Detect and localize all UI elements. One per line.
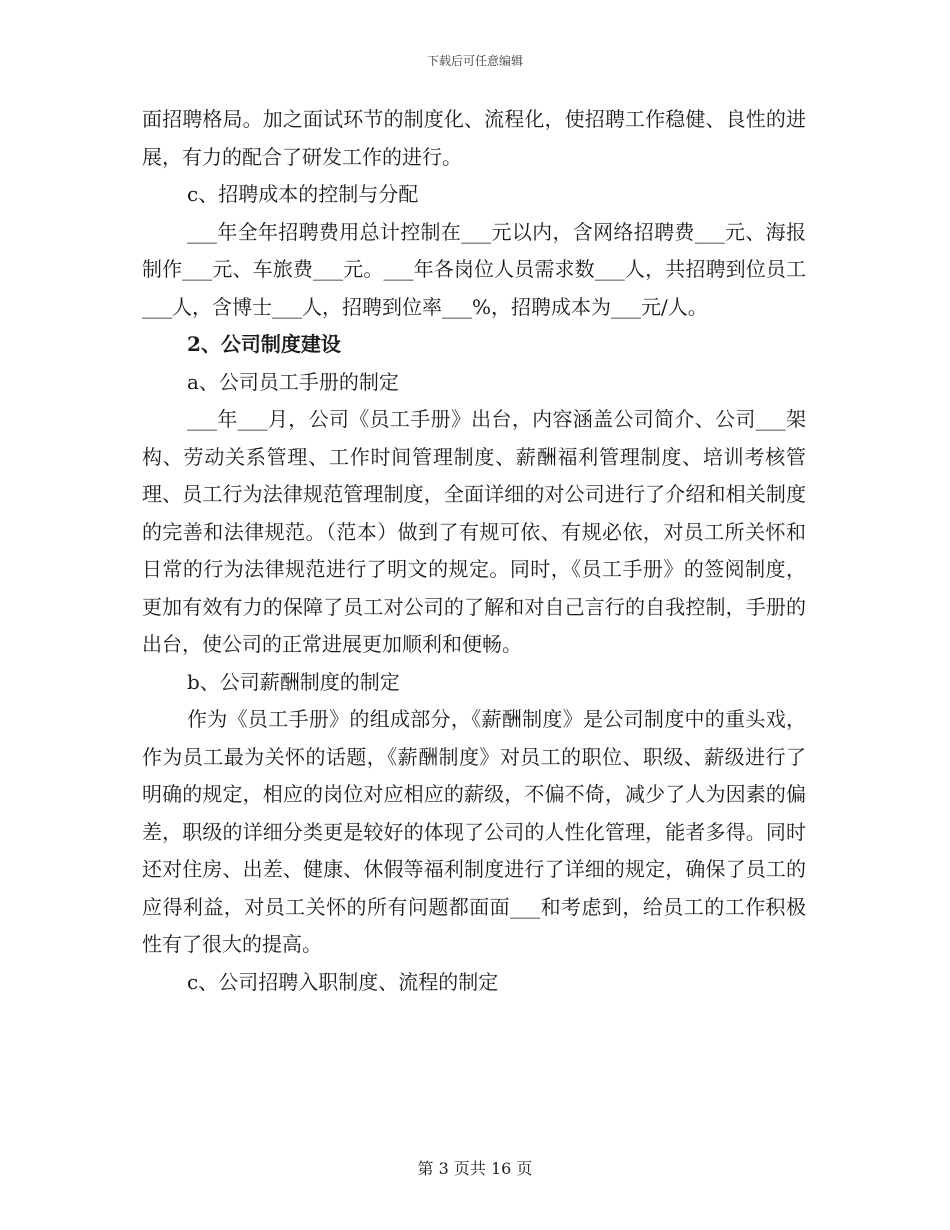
paragraph-continuation: 面招聘格局。加之面试环节的制度化、流程化，使招聘工作稳健、良性的进展，有力的配合了研发工作的进行。 [142,107,806,169]
subheading-recruit-onboarding: c、公司招聘入职制度、流程的制定 [187,969,499,994]
paragraph-employee-handbook: ___年___月，公司《员工手册》出台，内容涵盖公司简介、公司___架构、劳动关系管理、工作时间管理制度、薪酬福利管理制度、培训考核管理、员工行为法律规范管理制度，全面详细的对公司进行了介绍和相关制度的完善和法律规范。（范本）做到了有规可依、有规必依，对员工所关怀和日常的行为法律规范进行了明文的规定。同时，《员工手册》的签阅制度，更加有效有力的保障了员工对公司的了解和对自己言行的自我控制，手册的出台，使公司的正常进展更加顺利和便畅。 [142,407,806,656]
subheading-employee-handbook: a、公司员工手册的制定 [187,369,399,394]
page-header-note: 下载后可任意编辑 [426,54,523,68]
paragraph-recruit-cost: ___年全年招聘费用总计控制在___元以内，含网络招聘费___元、海报制作___元、车旅费___元。___年各岗位人员需求数___人，共招聘到位员工___人，含博士___人，招聘到位率___%，招聘成本为___元/人。 [142,219,806,319]
paragraph-salary-system: 作为《员工手册》的组成部分，《薪酬制度》是公司制度中的重头戏，作为员工最为关怀的话题，《薪酬制度》对员工的职位、职级、薪级进行了明确的规定，相应的岗位对应相应的薪级，不偏不倚，减少了人为因素的偏差，职级的详细分类更是较好的体现了公司的人性化管理，能者多得。同时还对住房、出差、健康、休假等福利制度进行了详细的规定，确保了员工的应得利益，对员工关怀的所有问题都面面___和考虑到，给员工的工作积极性有了很大的提高。 [142,707,806,956]
subheading-recruit-cost: c、招聘成本的控制与分配 [187,182,419,206]
document-body [142,101,806,1001]
page-number: 第 3 页共 16 页 [417,1159,533,1178]
section-heading-company-system: 2、公司制度建设 [187,332,341,356]
subheading-salary-system: b、公司薪酬制度的制定 [187,669,400,694]
